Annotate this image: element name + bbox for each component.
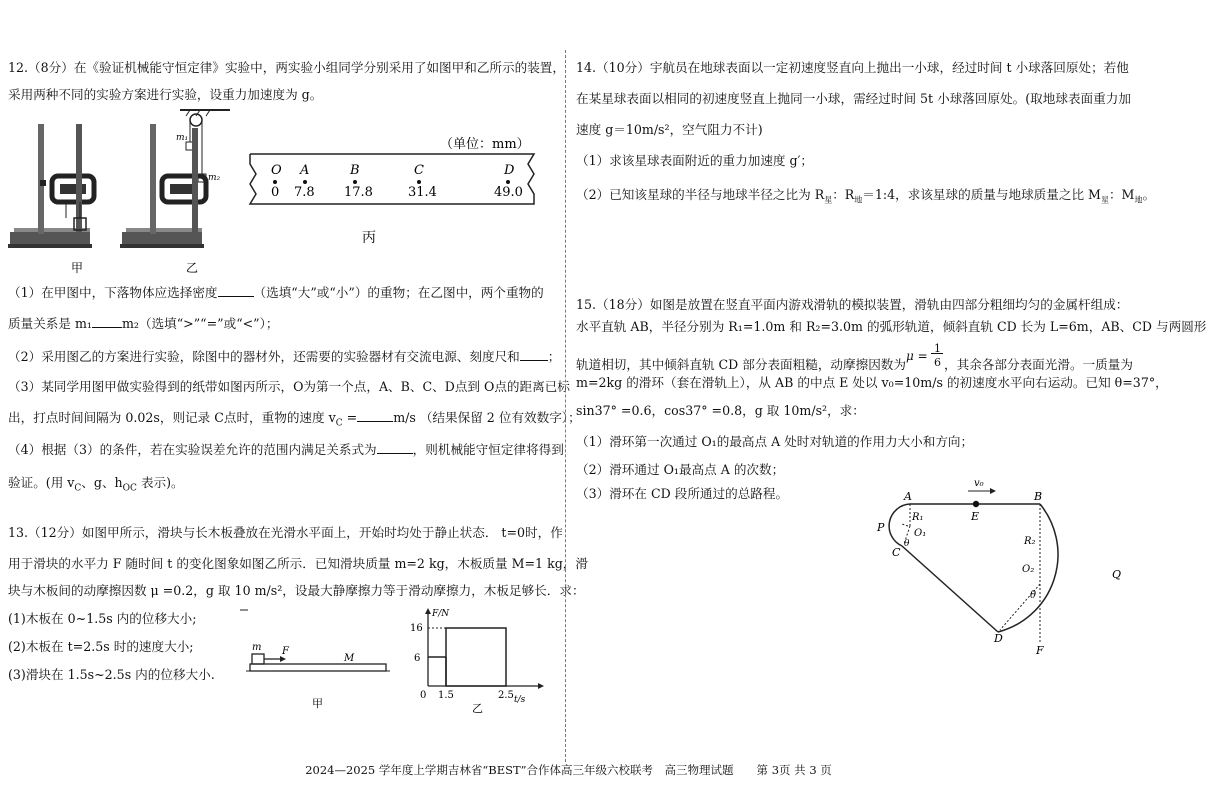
q13-graph-x0: 0 bbox=[420, 690, 427, 701]
q13-q1: (1)木板在 0~1.5s 内的位移大小; bbox=[8, 611, 197, 626]
q12-part1-text-b: （选填“大”或“小”）的重物；在乙图中，两个重物的 bbox=[253, 285, 544, 300]
q13-q3: (3)滑块在 1.5s~2.5s 内的位移大小. bbox=[8, 667, 215, 682]
q12-sub-oc: OC bbox=[122, 483, 137, 494]
q14-q2-text-a: （2）已知该星球的半径与地球半径之比为 R bbox=[576, 187, 825, 202]
q14-q2 bbox=[576, 186, 1155, 209]
q12-part3-text-d: m/s （结果保留 2 位有效数字）； bbox=[393, 410, 581, 425]
q15-track-figure bbox=[868, 474, 1128, 660]
tape-point-O: O bbox=[271, 163, 282, 178]
q12-part1-text-a: （1）在甲图中，下落物体应选择密度 bbox=[8, 285, 218, 300]
column-divider bbox=[565, 50, 566, 762]
q12-blank-equipment[interactable] bbox=[520, 348, 548, 361]
q12-part3-line2 bbox=[8, 409, 581, 433]
q15-line-1: 15.（18分）如图是放置在竖直平面内游戏滑轨的模拟装置，滑轨由四部分粗细均匀的金属杆组成： bbox=[576, 297, 1129, 312]
q14-q2-sub-earth-2: 地 bbox=[1134, 195, 1143, 205]
tape-point-A: A bbox=[300, 163, 310, 178]
q12-figure-yi bbox=[120, 108, 230, 276]
q14-line-1: 14.（10分）宇航员在地球表面以一定初速度竖直向上抛出一小球，经过时间 t 小球落回原处；若他 bbox=[576, 60, 1129, 75]
q12-part3-text-b: 出，打点时间间隔为 0.02s，则记录 C点时，重物的速度 v bbox=[8, 410, 336, 425]
q12-figure-bing-tape bbox=[244, 130, 544, 250]
q13-line-1: 13.（12分）如图甲所示，滑块与长木板叠放在光滑水平面上，开始时均处于静止状态． t=0时，作 bbox=[8, 525, 563, 540]
q15-line-3-text-a: 轨道相切，其中倾斜直轨 CD 部分表面粗糙，动摩擦因数为 bbox=[576, 357, 906, 372]
q15-mu-label: μ = bbox=[906, 349, 928, 363]
q12-part4-text-c3: 表示)。 bbox=[136, 475, 184, 490]
q12-part3-line1: （3）某同学用图甲做实验得到的纸带如图丙所示，O为第一个点，A、B、C、D点到 O点的距离已标 bbox=[8, 379, 570, 394]
q14-line-2: 在某星球表面以相同的初速度竖直上抛同一小球，需经过时间 5t 小球落回原处。(取地球表面重力加 bbox=[576, 91, 1131, 106]
tape-point-C: C bbox=[414, 163, 424, 178]
q13-graph-y16: 16 bbox=[410, 623, 423, 634]
q15-label-D: D bbox=[994, 632, 1003, 645]
q12-blank-mass[interactable] bbox=[92, 315, 122, 328]
q15-mu-num: 1 bbox=[934, 342, 941, 355]
q12-part1-text-c: 质量关系是 m₁ bbox=[8, 316, 92, 331]
q13-graph-x15: 1.5 bbox=[438, 690, 454, 701]
q15-label-O2: O₂ bbox=[1022, 564, 1035, 575]
q15-label-O1: O₁ bbox=[914, 528, 927, 539]
q13-line-3: 块与木板间的动摩擦因数 μ =0.2，g 取 10 m/s²，设最大静摩擦力等于滑动摩擦力，木板足够长．求： bbox=[8, 583, 585, 598]
q12-part2-text: （2）采用图乙的方案进行实验，除图中的器材外，还需要的实验器材有交流电源、刻度尺和 bbox=[8, 349, 520, 364]
q13-graph-y6: 6 bbox=[414, 653, 421, 664]
q15-mu-fraction bbox=[906, 342, 944, 369]
q12-part4-line2 bbox=[8, 474, 184, 498]
q12-part3-text-c: = bbox=[342, 410, 358, 425]
label-m1: m₁ bbox=[176, 133, 189, 143]
q12-line-2: 采用两种不同的实验方案进行实验，设重力加速度为 g。 bbox=[8, 87, 323, 102]
q12-blank-relation[interactable] bbox=[377, 441, 413, 454]
q15-label-C: C bbox=[892, 546, 901, 559]
q12-part2-end: ； bbox=[547, 349, 561, 364]
q15-label-theta-2: θ bbox=[1030, 590, 1037, 601]
q15-line-4: m=2kg 的滑环（套在滑轨上），从 AB 的中点 E 处以 v₀=10m/s 的初速度水平向右运动。已知 θ=37°， bbox=[576, 375, 1168, 390]
q13-q2: (2)木板在 t=2.5s 时的速度大小; bbox=[8, 639, 194, 654]
q12-part1-line2 bbox=[8, 315, 279, 332]
q12-line-1: 12.（8分）在《验证机械能守恒定律》实验中，两实验小组同学分别采用了如图甲和乙所示的装置， bbox=[8, 60, 565, 75]
q15-line-3-text-b: ，其余各部分表面光滑。一质量为 bbox=[944, 357, 1133, 372]
q15-label-E: E bbox=[971, 510, 980, 523]
q15-label-R1: R₁ bbox=[912, 512, 924, 523]
q13-figure-jia bbox=[236, 606, 396, 716]
q14-q1: （1）求该星球表面附近的重力加速度 g′； bbox=[576, 153, 814, 168]
q12-sub-c: C bbox=[74, 483, 82, 494]
q15-mu-den: 6 bbox=[934, 356, 941, 369]
q12-figure-jia bbox=[8, 118, 108, 276]
q13-graph-x25: 2.5 bbox=[498, 690, 514, 701]
tape-value-A: 7.8 bbox=[294, 185, 315, 200]
label-jia: 甲 bbox=[71, 261, 84, 275]
q12-part3-sub: C bbox=[335, 418, 343, 429]
q15-q1: （1）滑环第一次通过 O₁的最高点 A 处时对轨道的作用力大小和方向； bbox=[576, 434, 974, 449]
q14-q2-text-c: ：R bbox=[832, 187, 855, 202]
q15-label-F: F bbox=[1036, 644, 1044, 657]
tape-value-0: 0 bbox=[271, 185, 280, 200]
q12-part4-line1 bbox=[8, 441, 564, 458]
q15-q3: （3）滑环在 CD 段所通过的总路程。 bbox=[576, 486, 789, 501]
q15-label-A: A bbox=[904, 490, 912, 503]
q15-label-B: B bbox=[1034, 490, 1043, 503]
q15-label-Q: Q bbox=[1112, 568, 1122, 581]
q13-label-m: m bbox=[252, 642, 262, 653]
q13-label-jia: 甲 bbox=[312, 697, 323, 710]
label-m2: m₂ bbox=[208, 173, 221, 183]
q14-q2-text-g: ：M bbox=[1108, 187, 1135, 202]
q15-label-R2: R₂ bbox=[1024, 536, 1036, 547]
q13-label-yi: 乙 bbox=[472, 702, 483, 715]
q13-label-M: M bbox=[344, 653, 355, 664]
tape-point-B: B bbox=[350, 163, 360, 178]
q14-q2-sub-star-2: 星 bbox=[1100, 195, 1109, 205]
tape-value-D: 49.0 bbox=[494, 185, 523, 200]
q15-line-5: sin37° =0.6，cos37° =0.8，g 取 10m/s²，求： bbox=[576, 403, 865, 418]
q15-q2: （2）滑环通过 O₁最高点 A 的次数； bbox=[576, 462, 785, 477]
q13-line-2: 用于滑块的水平力 F 随时间 t 的变化图象如图乙所示．已知滑块质量 m=2 kg，木板质量 M=1 kg，滑 bbox=[8, 556, 588, 571]
q12-part2 bbox=[8, 348, 560, 365]
q13-label-F: F bbox=[282, 646, 289, 657]
q12-part4-text-b: ，则机械能守恒定律将得到 bbox=[412, 442, 564, 457]
q15-label-theta-1: θ bbox=[904, 539, 910, 549]
q14-q2-sub-star: 星 bbox=[824, 195, 833, 205]
q12-part1-line1 bbox=[8, 284, 544, 301]
page-footer: 2024—2025 学年度上学期吉林省“BEST”合作体高三年级六校联考 高三物理试题 第 3页 共 3 页 bbox=[305, 763, 832, 777]
tape-value-B: 17.8 bbox=[344, 185, 373, 200]
q15-label-P: P bbox=[877, 521, 885, 534]
tape-value-C: 31.4 bbox=[408, 185, 437, 200]
q15-label-v0: v₀ bbox=[974, 478, 984, 489]
q14-q2-text-e: ＝1:4，求该星球的质量与地球质量之比 M bbox=[862, 187, 1101, 202]
q13-figure-yi-graph bbox=[406, 606, 546, 716]
q15-line-3 bbox=[576, 342, 1133, 373]
q12-blank-density[interactable] bbox=[218, 284, 254, 297]
q13-graph-xlabel: t/s bbox=[514, 695, 526, 705]
q14-line-3: 速度 g＝10m/s²，空气阻力不计) bbox=[576, 122, 763, 137]
label-yi: 乙 bbox=[186, 261, 199, 275]
q12-part4-text-c2: 、g、h bbox=[81, 475, 123, 490]
tape-point-D: D bbox=[504, 163, 515, 178]
q12-part1-text-d: m₂（选填“>”“=”或“<”）； bbox=[121, 316, 279, 331]
q15-line-2: 水平直轨 AB，半径分别为 R₁=1.0m 和 R₂=3.0m 的弧形轨道，倾斜直轨 CD 长为 L=6m，AB、CD 与两圆形 bbox=[576, 319, 1206, 334]
q12-blank-velocity[interactable] bbox=[357, 409, 393, 422]
q14-q2-sub-earth: 地 bbox=[854, 195, 863, 205]
q12-part4-text-a: （4）根据（3）的条件，若在实验误差允许的范围内满足关系式为 bbox=[8, 442, 377, 457]
q12-part4-text-c: 验证。(用 v bbox=[8, 475, 75, 490]
q13-graph-ylabel: F/N bbox=[432, 609, 450, 619]
label-bing: 丙 bbox=[362, 230, 376, 246]
q14-q2-text-i: 。 bbox=[1142, 187, 1156, 202]
tape-unit: （单位：mm） bbox=[440, 137, 530, 152]
